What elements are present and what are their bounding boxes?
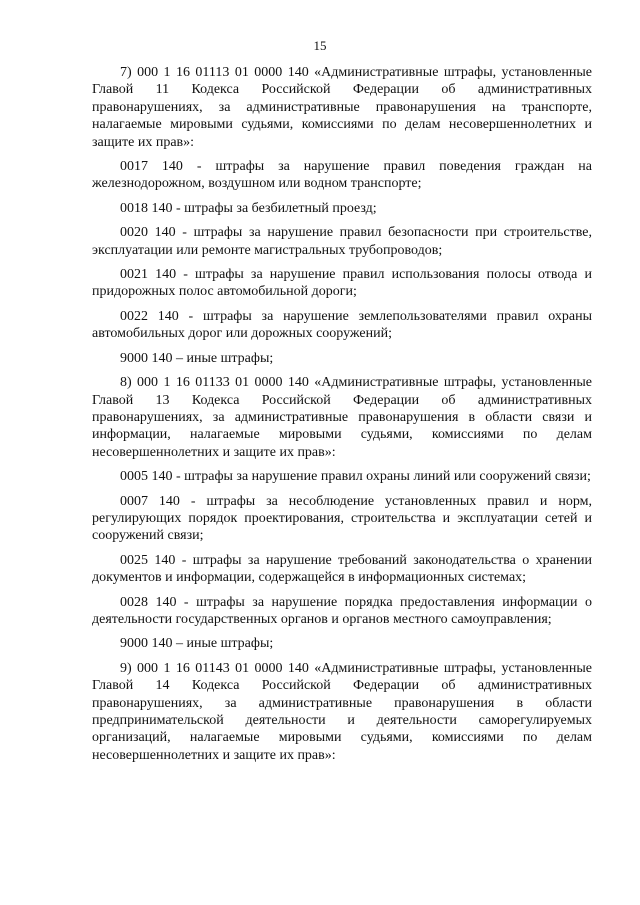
paragraph-code-9000-first: 9000 140 – иные штрафы;	[120, 350, 274, 366]
paragraph-code-0005: 0005 140 - штрафы за нарушение правил охраны линий или сооружений связи;	[120, 469, 591, 485]
paragraph-code-0028: 0028 140 - штрафы за нарушение порядка предоставления информации о деятельности государственных органов и органов местного самоуправления;	[92, 594, 592, 627]
paragraph-item-7-heading: 7) 000 1 16 01113 01 0000 140 «Административные штрафы, установленные Главой 11 Кодекса Российской Федерации об административных правонарушениях, за административные правонарушения на транспорте, налагаемые мировыми судьями, комиссиями по делам несовершеннолетних и защите их прав»:	[92, 65, 592, 150]
paragraph-code-0021: 0021 140 - штрафы за нарушение правил использования полосы отвода и придорожных полос автомобильной дороги;	[92, 267, 592, 300]
paragraph-item-9-heading: 9) 000 1 16 01143 01 0000 140 «Административные штрафы, установленные Главой 14 Кодекса Российской Федерации об административных правонарушениях, за административные правонарушения в области предпринимательской деятельности и деятельности саморегулируемых организаций, налагаемые мировыми судьями, комиссиями по делам несовершеннолетних и защите их прав»:	[92, 660, 592, 763]
document-body	[92, 64, 592, 771]
paragraph-code-0007: 0007 140 - штрафы за несоблюдение установленных правил и норм, регулирующих порядок проектирования, строительства и эксплуатации сетей и сооружений связи;	[92, 493, 592, 544]
paragraph-code-0018: 0018 140 - штрафы за безбилетный проезд;	[120, 200, 377, 216]
paragraph-item-8-heading: 8) 000 1 16 01133 01 0000 140 «Административные штрафы, установленные Главой 13 Кодекса Российской Федерации об административных правонарушениях, за административные правонарушения в области связи и информации, налагаемые мировыми судьями, комиссиями по делам несовершеннолетних и защите их прав»:	[92, 375, 592, 460]
page-number: 15	[313, 38, 327, 53]
paragraph-code-0022: 0022 140 - штрафы за нарушение землепользователями правил охраны автомобильных дорог или дорожных сооружений;	[92, 308, 592, 342]
paragraph-code-0025: 0025 140 - штрафы за нарушение требований законодательства о хранении документов и информации, содержащейся в информационных системах;	[92, 552, 592, 586]
paragraph-code-9000-second: 9000 140 – иные штрафы;	[120, 636, 274, 652]
paragraph-code-0017: 0017 140 - штрафы за нарушение правил поведения граждан на железнодорожном, воздушном или водном транспорте;	[92, 159, 592, 192]
paragraph-code-0020: 0020 140 - штрафы за нарушение правил безопасности при строительстве, эксплуатации или ремонте магистральных трубопроводов;	[92, 225, 592, 258]
